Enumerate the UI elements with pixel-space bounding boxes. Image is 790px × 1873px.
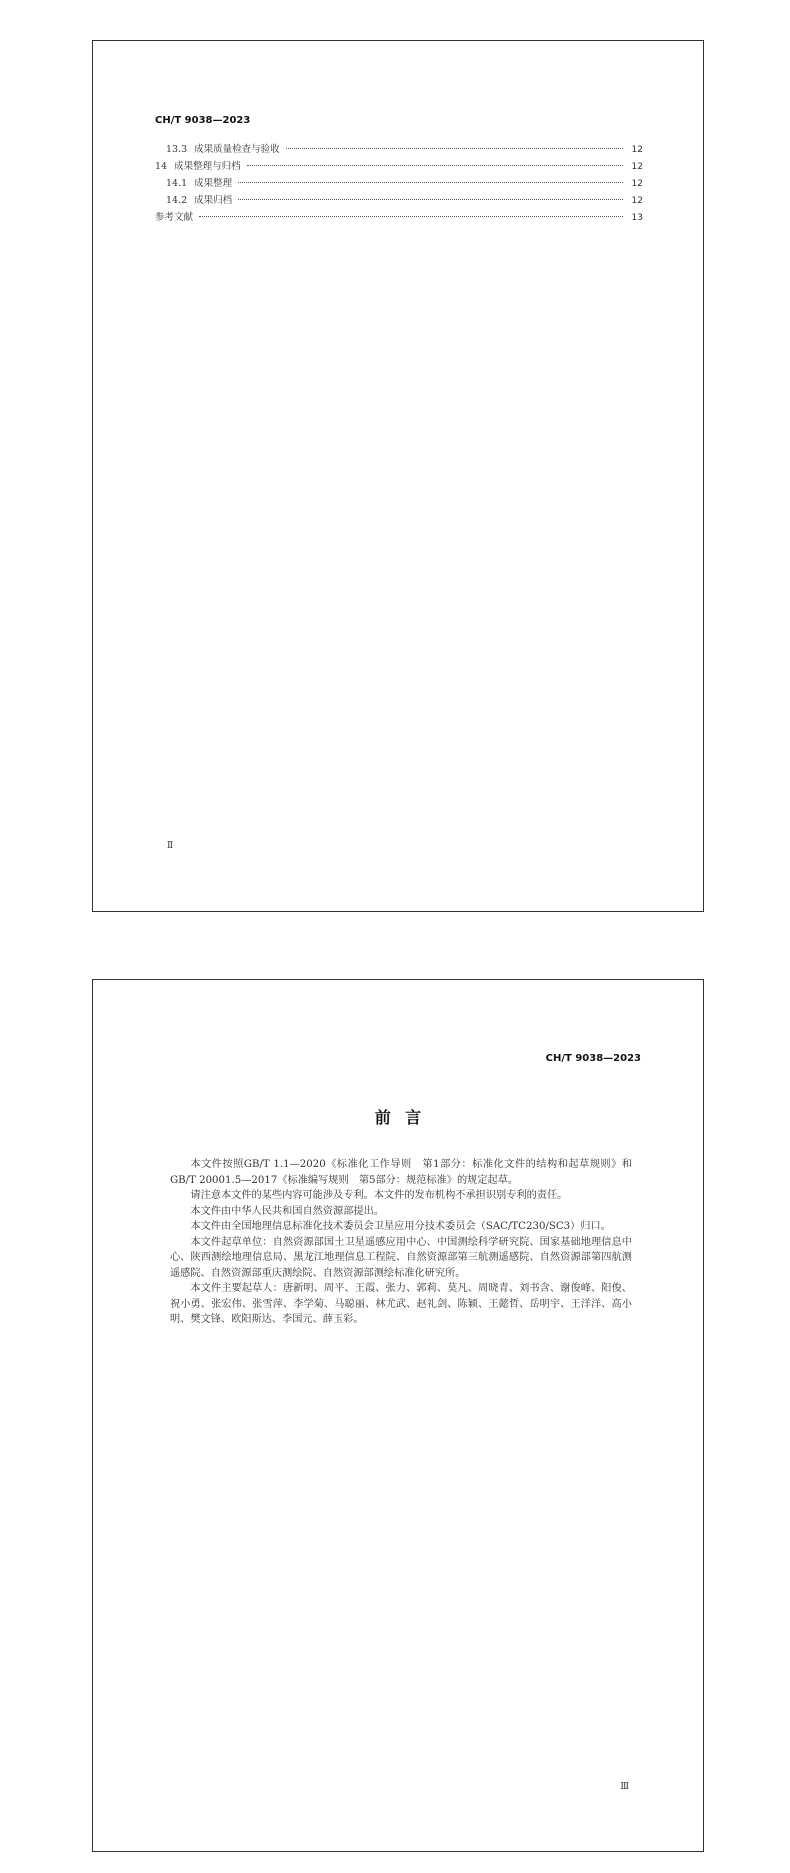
toc-leader-dots <box>286 148 623 149</box>
toc-entry[interactable] <box>155 209 643 226</box>
foreword-heading: 前言 <box>374 1108 436 1127</box>
toc-entry-page: 13 <box>631 213 643 223</box>
toc-entry-number: 13.3 <box>166 144 188 155</box>
foreword-paragraph: 本文件由全国地理信息标准化技术委员会卫星应用分技术委员会（SAC/TC230/SC3）归口。 <box>190 1221 611 1232</box>
toc-leader-dots <box>247 165 623 166</box>
foreword-paragraph: 本文件由中华人民共和国自然资源部提出。 <box>190 1205 384 1217</box>
toc-entry-page: 12 <box>631 196 643 206</box>
toc-leader-dots <box>238 199 623 200</box>
toc-entry-number: 14 <box>155 161 168 172</box>
standard-code-header: CH/T 9038—2023 <box>545 1053 641 1064</box>
toc-entry-page: 12 <box>631 145 643 155</box>
foreword-paragraph: 本文件主要起草人：唐新明、周平、王霞、张力、郭莉、莫凡、周晓青、刘书含、谢俊峰、阳俊、祝小勇、张宏伟、张雪萍、李学菊、马聪丽、林尤武、赵礼剑、陈颖、王懿哲、岳明宇、王洋洋、高小明、樊文锋、欧阳斯达、李国元、薛玉彩。 <box>170 1283 632 1325</box>
table-of-contents <box>155 141 643 226</box>
foreword-paragraph: 请注意本文件的某些内容可能涉及专利。本文件的发布机构不承担识别专利的责任。 <box>190 1190 568 1201</box>
toc-entry-title: 成果整理 <box>194 178 233 189</box>
document-page-2 <box>92 979 704 1852</box>
toc-entry-page: 12 <box>631 179 643 189</box>
page-number: Ⅱ <box>167 841 174 851</box>
foreword-paragraph: 本文件按照GB/T 1.1—2020《标准化工作导则 第1部分：标准化文件的结构和起草规则》和GB/T 20001.5—2017《标准编写规则 第5部分：规范标准》的规定起草。 <box>170 1159 632 1186</box>
foreword-paragraph: 本文件起草单位：自然资源部国土卫星遥感应用中心、中国测绘科学研究院、国家基础地理信息中心、陕西测绘地理信息局、黑龙江地理信息工程院、自然资源部第三航测遥感院、自然资源部第四航测遥感院、自然资源部重庆测绘院、自然资源部测绘标准化研究所。 <box>170 1236 632 1279</box>
toc-entry-title: 成果质量检查与验收 <box>194 144 280 155</box>
toc-entry[interactable] <box>155 175 643 192</box>
page-number: Ⅲ <box>620 1782 629 1792</box>
toc-entry-title: 成果整理与归档 <box>174 161 241 172</box>
toc-entry-title: 参考文献 <box>155 212 194 223</box>
toc-leader-dots <box>199 216 623 217</box>
toc-entry-number: 14.2 <box>166 195 188 206</box>
toc-leader-dots <box>238 182 623 183</box>
toc-entry-number: 14.1 <box>166 178 188 189</box>
document-page-1 <box>92 40 704 912</box>
toc-entry[interactable] <box>155 158 643 175</box>
toc-entry-page: 12 <box>631 162 643 172</box>
toc-entry[interactable] <box>155 192 643 209</box>
toc-entry-title: 成果归档 <box>194 195 233 206</box>
toc-entry[interactable] <box>155 141 643 158</box>
standard-code-header: CH/T 9038—2023 <box>155 115 251 126</box>
foreword-body <box>170 1157 632 1328</box>
